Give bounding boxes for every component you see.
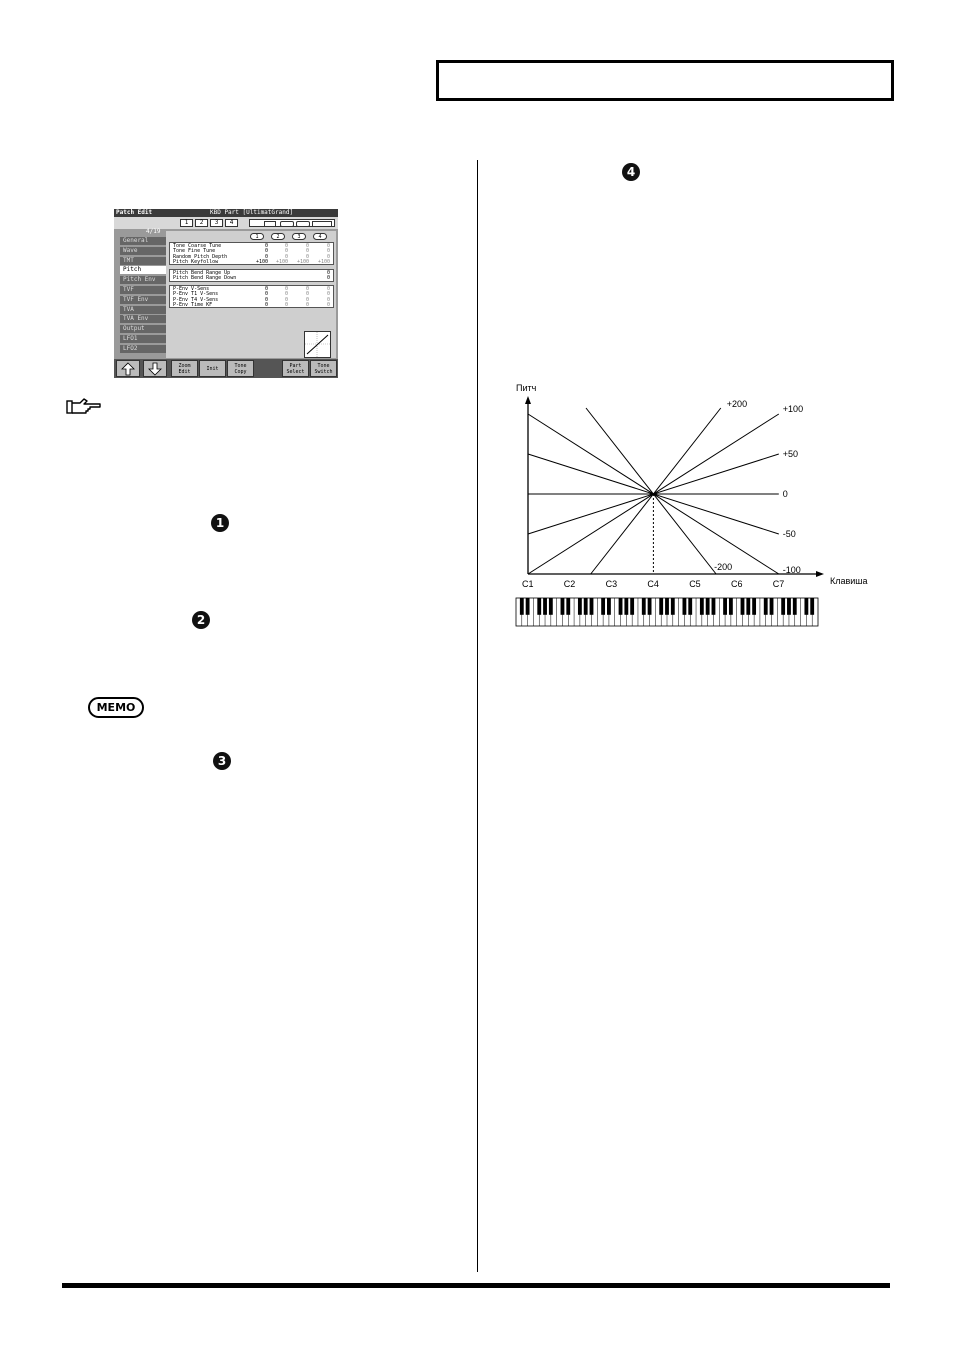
lcd-param-value: 0 [326, 301, 330, 308]
keyboard-black-key [543, 598, 547, 615]
keyboard-black-key [723, 598, 727, 615]
keyboard-black-key [590, 598, 594, 615]
keyboard-black-key [537, 598, 541, 615]
lcd-param-value: 0 [284, 291, 288, 298]
keyboard-black-key [683, 598, 687, 615]
lcd-tone-tab[interactable]: 3 [210, 219, 223, 227]
keyboard-black-key [741, 598, 745, 615]
lcd-function-row [114, 359, 338, 378]
lcd-sidebar-item[interactable]: General [120, 237, 166, 245]
lcd-tone-header: 2 [271, 233, 285, 240]
lcd-sidebar [116, 229, 166, 357]
keyboard-black-key [810, 598, 814, 615]
lcd-param-label: Pitch Bend Range Up [173, 270, 231, 276]
lcd-param-row[interactable] [170, 260, 333, 265]
keyboard-black-key [526, 598, 530, 615]
lcd-param-row[interactable] [170, 303, 333, 308]
lcd-param-value: +100 [296, 258, 309, 265]
keyboard-black-key [659, 598, 663, 615]
lcd-sidebar-item[interactable]: Pitch Env [120, 276, 166, 284]
lcd-sidebar-item[interactable]: TVF [120, 286, 166, 294]
lcd-param-row[interactable] [170, 276, 333, 281]
keyboard-black-key [566, 598, 570, 615]
pointing-hand-icon [66, 398, 102, 416]
chart-series-label: -200 [714, 562, 733, 572]
lcd-sidebar-item[interactable]: Wave [120, 247, 166, 255]
lcd-sidebar-item[interactable]: TVA Env [120, 315, 166, 323]
lcd-titlebar [114, 209, 338, 217]
header-box [436, 60, 894, 101]
lcd-sidebar-item[interactable]: Output [120, 325, 166, 333]
keyboard-black-key [787, 598, 791, 615]
keyboard-black-key [584, 598, 588, 615]
lcd-keyfollow-graph [304, 331, 331, 358]
lcd-cursor-up-button[interactable] [116, 360, 140, 377]
lcd-tone-tab[interactable]: 2 [195, 219, 208, 227]
keyboard-black-key [624, 598, 628, 615]
chart-series-label: +200 [726, 399, 748, 409]
lcd-param-label: Random Pitch Depth [173, 253, 228, 260]
lcd-screen [114, 209, 338, 378]
lcd-tone-tab[interactable]: 1 [180, 219, 193, 227]
lcd-param-value: 0 [326, 248, 330, 255]
chart-series-label: +100 [782, 404, 804, 414]
keyboard-black-key [665, 598, 669, 615]
lcd-tone-header: 1 [250, 233, 264, 240]
lcd-param-value: 0 [305, 296, 309, 303]
lcd-param-label: P-Env Time KF [173, 301, 213, 308]
chart-series-line [586, 408, 716, 574]
chart-x-axis-arrow [816, 571, 824, 577]
lcd-param-value: 0 [284, 301, 288, 308]
keyboard-black-key [642, 598, 646, 615]
keyboard-black-key [706, 598, 710, 615]
chart-series-label: +50 [782, 449, 799, 459]
chart-x-tick-label: C3 [605, 579, 618, 589]
keyboard-black-key [601, 598, 605, 615]
lcd-tone-tab[interactable]: 4 [225, 219, 238, 227]
lcd-param-value: 0 [305, 291, 309, 298]
lcd-param-label: P-Env V-Sens [173, 286, 210, 292]
lcd-param-value: 0 [264, 296, 268, 303]
chart-series-label: -100 [782, 565, 801, 575]
lcd-param-value: 0 [305, 243, 309, 249]
lcd-title: Patch Edit [116, 209, 153, 216]
chart-series-label: -50 [782, 529, 796, 539]
keyboard-black-key [520, 598, 524, 615]
lcd-tone-header: 3 [292, 233, 306, 240]
keyboard-black-key [764, 598, 768, 615]
lcd-param-value: 0 [264, 301, 268, 308]
lcd-param-label: P-Env T1 V-Sens [173, 291, 219, 298]
lcd-param-value: 0 [305, 253, 309, 260]
keyboard-black-key [804, 598, 808, 615]
lcd-param-value: 0 [326, 291, 330, 298]
lcd-param-value: +100 [317, 258, 330, 265]
keyboard-black-key [688, 598, 692, 615]
lcd-param-value: 0 [305, 301, 309, 308]
keyboard-black-key [752, 598, 756, 615]
arrow-down-icon [148, 362, 162, 376]
lcd-param-value: 0 [284, 253, 288, 260]
keyboard-black-key [648, 598, 652, 615]
lcd-tone-switch-button[interactable]: Tone Switch [310, 360, 337, 377]
lcd-param-value: 0 [326, 270, 330, 276]
chart-x-tick-label: C7 [772, 579, 785, 589]
lcd-param-value: 0 [284, 248, 288, 255]
keyboard-black-key [770, 598, 774, 615]
chart-series-label: 0 [782, 489, 788, 499]
keyboard-black-key [700, 598, 704, 615]
lcd-param-label: P-Env T4 V-Sens [173, 296, 219, 303]
column-divider [477, 160, 478, 1272]
lcd-param-group [169, 269, 334, 282]
keyboard-black-key [630, 598, 634, 615]
lcd-param-label: Tone Coarse Tune [173, 243, 222, 249]
lcd-sidebar-item[interactable]: TVA [120, 306, 166, 314]
memo-badge: MEMO [88, 697, 144, 718]
lcd-param-value: 0 [264, 253, 268, 260]
chart-x-tick-label: C2 [563, 579, 576, 589]
keyboard-black-key [712, 598, 716, 615]
keyboard-black-key [746, 598, 750, 615]
keyboard-black-key [549, 598, 553, 615]
lcd-sidebar-item[interactable]: LFO1 [120, 335, 166, 343]
lcd-param-group [169, 242, 334, 265]
lcd-tone-copy-button[interactable]: Tone Copy [227, 360, 254, 377]
lcd-tone-header: 4 [313, 233, 327, 240]
lcd-part-name: KBD Part [UltimatGrand] [210, 209, 294, 216]
lcd-param-label: Tone Fine Tune [173, 248, 216, 255]
chart-y-axis-arrow [525, 396, 531, 404]
lcd-param-value: 0 [326, 243, 330, 249]
lcd-param-value: 0 [326, 253, 330, 260]
lcd-sidebar-item[interactable]: Pitch [120, 266, 166, 274]
lcd-param-label: Pitch Keyfollow [173, 258, 219, 265]
keyboard-black-key [578, 598, 582, 615]
keyboard-black-key [619, 598, 623, 615]
keyboard-black-key [561, 598, 565, 615]
lcd-param-value: 0 [264, 243, 268, 249]
lcd-sidebar-item[interactable]: TVF Env [120, 296, 166, 304]
keyboard-black-key [729, 598, 733, 615]
chart-x-tick-label: C6 [731, 579, 743, 589]
chart-y-axis-label: Питч [516, 383, 537, 393]
chart-x-tick-label: C1 [522, 579, 534, 589]
keyboard-black-key [607, 598, 611, 615]
keyboard-black-key [793, 598, 797, 615]
lcd-param-value: 0 [264, 286, 268, 292]
lcd-param-value: 0 [326, 296, 330, 303]
lcd-param-value: 0 [264, 248, 268, 255]
step-marker-4: 4 [622, 163, 640, 181]
keyboard-black-key [781, 598, 785, 615]
lcd-param-value: 0 [326, 286, 330, 292]
lcd-param-value: 0 [326, 275, 330, 282]
step-marker-3: 3 [213, 752, 231, 770]
lcd-param-group [169, 285, 334, 308]
lcd-param-value: 0 [305, 286, 309, 292]
chart-x-tick-label: C4 [647, 579, 659, 589]
lcd-init-button[interactable]: Init [199, 360, 226, 377]
chart-x-axis-label: Клавиша [830, 576, 868, 586]
keyboard-black-key [671, 598, 675, 615]
step-marker-1: 1 [211, 514, 229, 532]
step-marker-2: 2 [192, 611, 210, 629]
arrow-up-icon [121, 362, 135, 376]
footer-rule [62, 1283, 890, 1288]
lcd-param-value: +100 [255, 258, 268, 265]
lcd-param-label: Pitch Bend Range Down [173, 275, 237, 282]
lcd-param-value: +100 [275, 258, 288, 265]
pitch-keyfollow-chart [506, 378, 886, 630]
lcd-part-select-button[interactable]: Part Select [282, 360, 309, 377]
lcd-param-value: 0 [284, 286, 288, 292]
chart-series-line [591, 408, 721, 574]
lcd-page-number: 4/19 [146, 228, 161, 235]
chart-x-tick-label: C5 [689, 579, 701, 589]
lcd-level-meter [249, 219, 335, 227]
lcd-param-value: 0 [284, 296, 288, 303]
lcd-sidebar-item[interactable]: LFO2 [120, 345, 166, 353]
lcd-sidebar-item[interactable]: TMT [120, 257, 166, 265]
lcd-param-value: 0 [284, 243, 288, 249]
lcd-param-value: 0 [305, 248, 309, 255]
lcd-cursor-down-button[interactable] [143, 360, 167, 377]
lcd-param-value: 0 [264, 291, 268, 298]
lcd-zoom-edit-button[interactable]: Zoom Edit [171, 360, 198, 377]
